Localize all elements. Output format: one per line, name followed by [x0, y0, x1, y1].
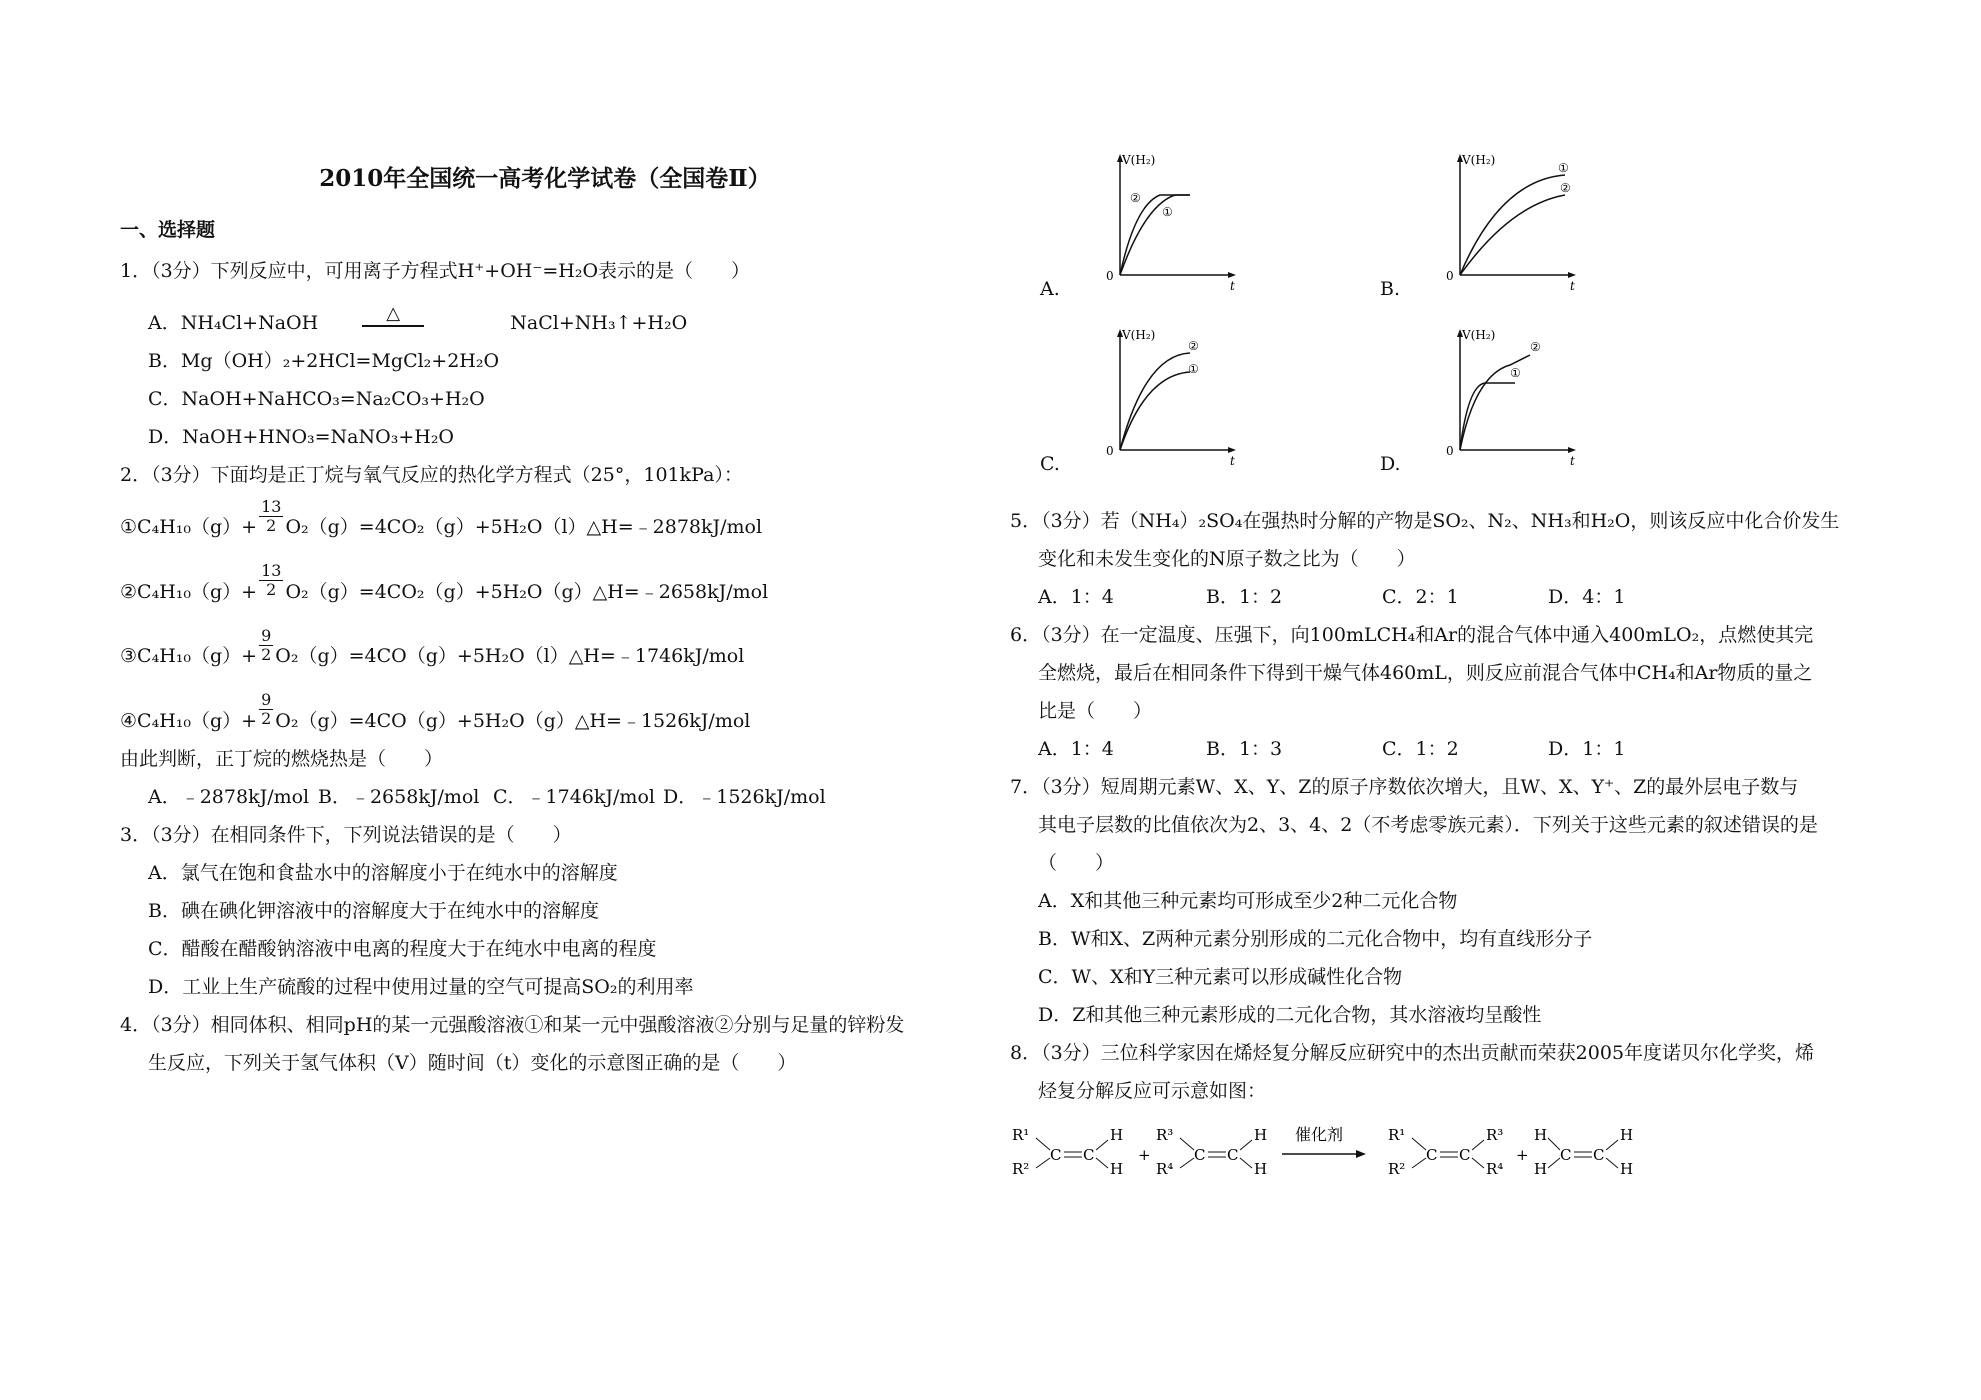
- reaction-arrow-icon: [1356, 1150, 1366, 1158]
- q1-option-d: D．NaOH+HNO₃=NaNO₃+H₂O: [148, 426, 455, 448]
- axis-y-label: V(H₂): [1122, 153, 1156, 167]
- graph-c-label: C.: [1040, 453, 1060, 475]
- graph-a-plot: [1090, 150, 1240, 290]
- question-6: [1010, 616, 1890, 768]
- q3-option-a: A．氯气在饱和食盐水中的溶解度小于在纯水中的溶解度: [148, 862, 618, 884]
- q2-option-c: C．﹣1746kJ/mol: [493, 786, 655, 808]
- h-label: H: [1620, 1126, 1634, 1144]
- q2-option-b: B．﹣2658kJ/mol: [318, 786, 480, 808]
- q5-stem-line-2: 变化和未发生变化的N原子数之比为（ ）: [1038, 548, 1416, 570]
- q2-options: [120, 778, 990, 816]
- h-label: H: [1534, 1160, 1548, 1178]
- catalyst-label: 催化剂: [1295, 1125, 1344, 1144]
- curve-2-line: [1460, 195, 1565, 275]
- right-column: [1010, 110, 1890, 1188]
- h-label: H: [1110, 1126, 1124, 1144]
- q3-option-b: B．碘在碘化钾溶液中的溶解度大于在纯水中的溶解度: [148, 900, 599, 922]
- graph-c-plot: [1090, 325, 1240, 465]
- r4-label: R⁴: [1156, 1160, 1174, 1178]
- q1-option-a: [120, 304, 990, 342]
- q8-stem-line-1: 8．（3分）三位科学家因在烯烃复分解反应研究中的杰出贡献而荣获2005年度诺贝尔化学奖，烯: [1010, 1042, 1815, 1064]
- axis-y-label: V(H₂): [1122, 328, 1156, 342]
- question-7: [1010, 768, 1890, 1034]
- curve-2-line: [1120, 195, 1190, 275]
- question-2: [120, 456, 990, 816]
- curve-1-label: ①: [1188, 362, 1199, 376]
- eq2-left: ②C₄H₁₀（g）+: [120, 580, 258, 603]
- carbon-label: C: [1194, 1146, 1206, 1164]
- q4-graphs: [1010, 110, 1890, 490]
- q5-option-c: C．2：1: [1382, 586, 1459, 608]
- q3-option-c: C．醋酸在醋酸钠溶液中电离的程度大于在纯水中电离的程度: [148, 938, 657, 960]
- curve-2-label: ②: [1188, 339, 1199, 353]
- r1-label: R¹: [1012, 1126, 1030, 1144]
- curve-1-label: ①: [1558, 161, 1569, 175]
- eq3-numerator: 9: [261, 625, 272, 645]
- left-column: [120, 160, 990, 1082]
- axis-x-label: t: [1570, 454, 1575, 465]
- graph-b-plot: [1430, 150, 1580, 290]
- question-1: [120, 252, 990, 456]
- eq4-denominator: 2: [261, 709, 272, 728]
- carbon-label: C: [1426, 1146, 1438, 1164]
- eq4-numerator: 9: [261, 690, 272, 709]
- r1-label: R¹: [1388, 1126, 1406, 1144]
- q2-equation-1: [120, 496, 990, 547]
- curve-2-label: ②: [1530, 340, 1541, 354]
- eq2-numerator: 13: [261, 561, 282, 580]
- q2-option-a: A．﹣2878kJ/mol: [148, 786, 310, 808]
- eq2-denominator: 2: [266, 580, 277, 599]
- eq1-fraction: [259, 498, 283, 535]
- question-4: [120, 1006, 990, 1082]
- q7-option-b: B．W和X、Z两种元素分别形成的二元化合物中，均有直线形分子: [1038, 928, 1593, 950]
- q1-option-b: B．Mg（OH）₂+2HCl=MgCl₂+2H₂O: [148, 350, 500, 372]
- eq2-right: O₂（g）=4CO₂（g）+5H₂O（g）△H=﹣2658kJ/mol: [285, 580, 769, 603]
- q4-graph-b: [1380, 150, 1640, 310]
- page-title: 2010年全国统一高考化学试卷（全国卷Ⅱ）: [319, 165, 771, 192]
- q6-option-d: D．1：1: [1548, 738, 1626, 760]
- curve-2-line: [1120, 353, 1190, 450]
- q7-option-d: D．Z和其他三种元素形成的二元化合物，其水溶液均呈酸性: [1038, 1004, 1542, 1026]
- h-label: H: [1110, 1160, 1124, 1178]
- question-5: [1010, 502, 1890, 616]
- graph-d-label: D.: [1380, 453, 1401, 475]
- q7-option-c: C．W、X和Y三种元素可以形成碱性化合物: [1038, 966, 1403, 988]
- curve-1-label: ①: [1510, 366, 1521, 380]
- q6-options: [1010, 730, 1890, 768]
- q7-option-a: A．X和其他三种元素均可形成至少2种二元化合物: [1038, 890, 1458, 912]
- eq4-right: O₂（g）=4CO（g）+5H₂O（g）△H=﹣1526kJ/mol: [275, 709, 751, 732]
- question-3: [120, 816, 990, 1006]
- heat-delta-icon: △: [362, 303, 424, 327]
- q2-equation-3: [120, 625, 990, 676]
- q1-stem: 1．（3分）下列反应中，可用离子方程式H⁺+OH⁻=H₂O表示的是（ ）: [120, 260, 751, 282]
- q3-option-d: D．工业上生产硫酸的过程中使用过量的空气可提高SO₂的利用率: [148, 976, 694, 998]
- q7-stem-line-1: 7．（3分）短周期元素W、X、Y、Z的原子序数依次增大，且W、X、Y⁺、Z的最外层电子数与: [1010, 776, 1799, 798]
- q2-stem: 2．（3分）下面均是正丁烷与氧气反应的热化学方程式（25°，101kPa）：: [120, 464, 743, 486]
- axis-origin: 0: [1446, 269, 1454, 283]
- carbon-label: C: [1050, 1146, 1062, 1164]
- curve-1-label: ①: [1162, 205, 1173, 219]
- r3-label: R³: [1156, 1126, 1174, 1144]
- axis-origin: 0: [1106, 269, 1114, 283]
- curve-2-label: ②: [1560, 181, 1571, 195]
- q3-stem: 3．（3分）在相同条件下，下列说法错误的是（ ）: [120, 824, 572, 846]
- h-label: H: [1620, 1160, 1634, 1178]
- eq1-denominator: 2: [266, 515, 277, 535]
- q1-option-a-left: A．NH₄Cl+NaOH: [148, 312, 319, 334]
- q2-equation-2: [120, 561, 990, 612]
- q2-equation-4: [120, 690, 990, 741]
- h-label: H: [1254, 1160, 1268, 1178]
- q4-graph-a: [1040, 150, 1300, 310]
- q1-option-c: C．NaOH+NaHCO₃=Na₂CO₃+H₂O: [148, 388, 485, 410]
- axis-origin: 0: [1106, 444, 1114, 458]
- q5-options: [1010, 578, 1890, 616]
- axis-x-label: t: [1570, 279, 1575, 290]
- plus-sign: +: [1138, 1146, 1151, 1164]
- q5-option-d: D．4：1: [1548, 586, 1626, 608]
- q2-judge: 由此判断，正丁烷的燃烧热是（ ）: [120, 748, 444, 770]
- curve-1-line: [1120, 372, 1190, 450]
- q4-stem-line-1: 4．（3分）相同体积、相同pH的某一元强酸溶液①和某一元中强酸溶液②分别与足量的锌粉发: [120, 1014, 905, 1036]
- q4-graph-d: [1380, 325, 1640, 485]
- eq3-left: ③C₄H₁₀（g）+: [120, 645, 258, 667]
- r2-label: R²: [1388, 1160, 1406, 1178]
- q6-stem-line-3: 比是（ ）: [1038, 700, 1153, 722]
- eq3-right: O₂（g）=4CO（g）+5H₂O（l）△H=﹣1746kJ/mol: [275, 645, 745, 667]
- q7-stem-line-3: （ ）: [1038, 852, 1115, 874]
- eq3-fraction: [259, 627, 273, 664]
- h-label: H: [1534, 1126, 1548, 1144]
- q6-stem-line-2: 全燃烧，最后在相同条件下得到干燥气体460mL，则反应前混合气体中CH₄和Ar物质的量之: [1038, 662, 1813, 684]
- eq2-fraction: [259, 562, 283, 599]
- curve-1-line: [1460, 175, 1565, 275]
- q5-stem-line-1: 5．（3分）若（NH₄）₂SO₄在强热时分解的产物是SO₂、N₂、NH₃和H₂O，则该反应中化合价发生: [1010, 510, 1840, 532]
- question-8: [1010, 1034, 1890, 1188]
- q6-option-a: A．1：4: [1038, 738, 1114, 760]
- eq1-right: O₂（g）=4CO₂（g）+5H₂O（l）△H=﹣2878kJ/mol: [285, 516, 763, 538]
- q6-option-b: B．1：3: [1206, 738, 1283, 760]
- axis-origin: 0: [1446, 444, 1454, 458]
- axis-x-label: t: [1230, 279, 1235, 290]
- q4-graph-c: [1040, 325, 1300, 485]
- carbon-label: C: [1560, 1146, 1572, 1164]
- eq4-fraction: [259, 691, 273, 728]
- eq1-numerator: 13: [261, 496, 282, 516]
- q8-stem-line-2: 烃复分解反应可示意如图：: [1038, 1080, 1267, 1102]
- carbon-label: C: [1459, 1146, 1471, 1164]
- carbon-label: C: [1593, 1146, 1605, 1164]
- q5-option-a: A．1：4: [1038, 586, 1114, 608]
- eq4-left: ④C₄H₁₀（g）+: [120, 709, 258, 732]
- q1-option-a-right: NaCl+NH₃↑+H₂O: [510, 312, 688, 334]
- q2-option-d: D．﹣1526kJ/mol: [663, 786, 826, 808]
- section-heading: 一、选择题: [120, 219, 216, 241]
- h-label: H: [1254, 1126, 1268, 1144]
- eq1-left: ①C₄H₁₀（g）+: [120, 516, 258, 538]
- carbon-label: C: [1227, 1146, 1239, 1164]
- axis-x-label: t: [1230, 454, 1235, 465]
- axis-y-label: V(H₂): [1462, 328, 1496, 342]
- q6-option-c: C．1：2: [1382, 738, 1459, 760]
- plus-sign: +: [1516, 1146, 1529, 1164]
- q5-option-b: B．1：2: [1206, 586, 1283, 608]
- graph-a-label: A.: [1040, 278, 1060, 300]
- r2-label: R²: [1012, 1160, 1030, 1178]
- curve-2-label: ②: [1130, 191, 1141, 205]
- metathesis-svg: [1010, 1118, 1670, 1188]
- q7-stem-line-2: 其电子层数的比值依次为2、3、4、2（不考虑零族元素）．下列关于这些元素的叙述错误的是: [1038, 814, 1818, 836]
- olefin-metathesis-diagram: [1010, 1118, 1890, 1188]
- eq3-denominator: 2: [261, 644, 272, 664]
- axis-y-label: V(H₂): [1462, 153, 1496, 167]
- graph-d-plot: [1430, 325, 1580, 465]
- r4-label: R⁴: [1486, 1160, 1504, 1178]
- r3-label: R³: [1486, 1126, 1504, 1144]
- carbon-label: C: [1083, 1146, 1095, 1164]
- q4-stem-line-2: 生反应，下列关于氢气体积（V）随时间（t）变化的示意图正确的是（ ）: [148, 1052, 797, 1074]
- q6-stem-line-1: 6．（3分）在一定温度、压强下，向100mLCH₄和Ar的混合气体中通入400mLO₂，点燃使其完: [1010, 624, 1814, 646]
- graph-b-label: B.: [1380, 278, 1401, 300]
